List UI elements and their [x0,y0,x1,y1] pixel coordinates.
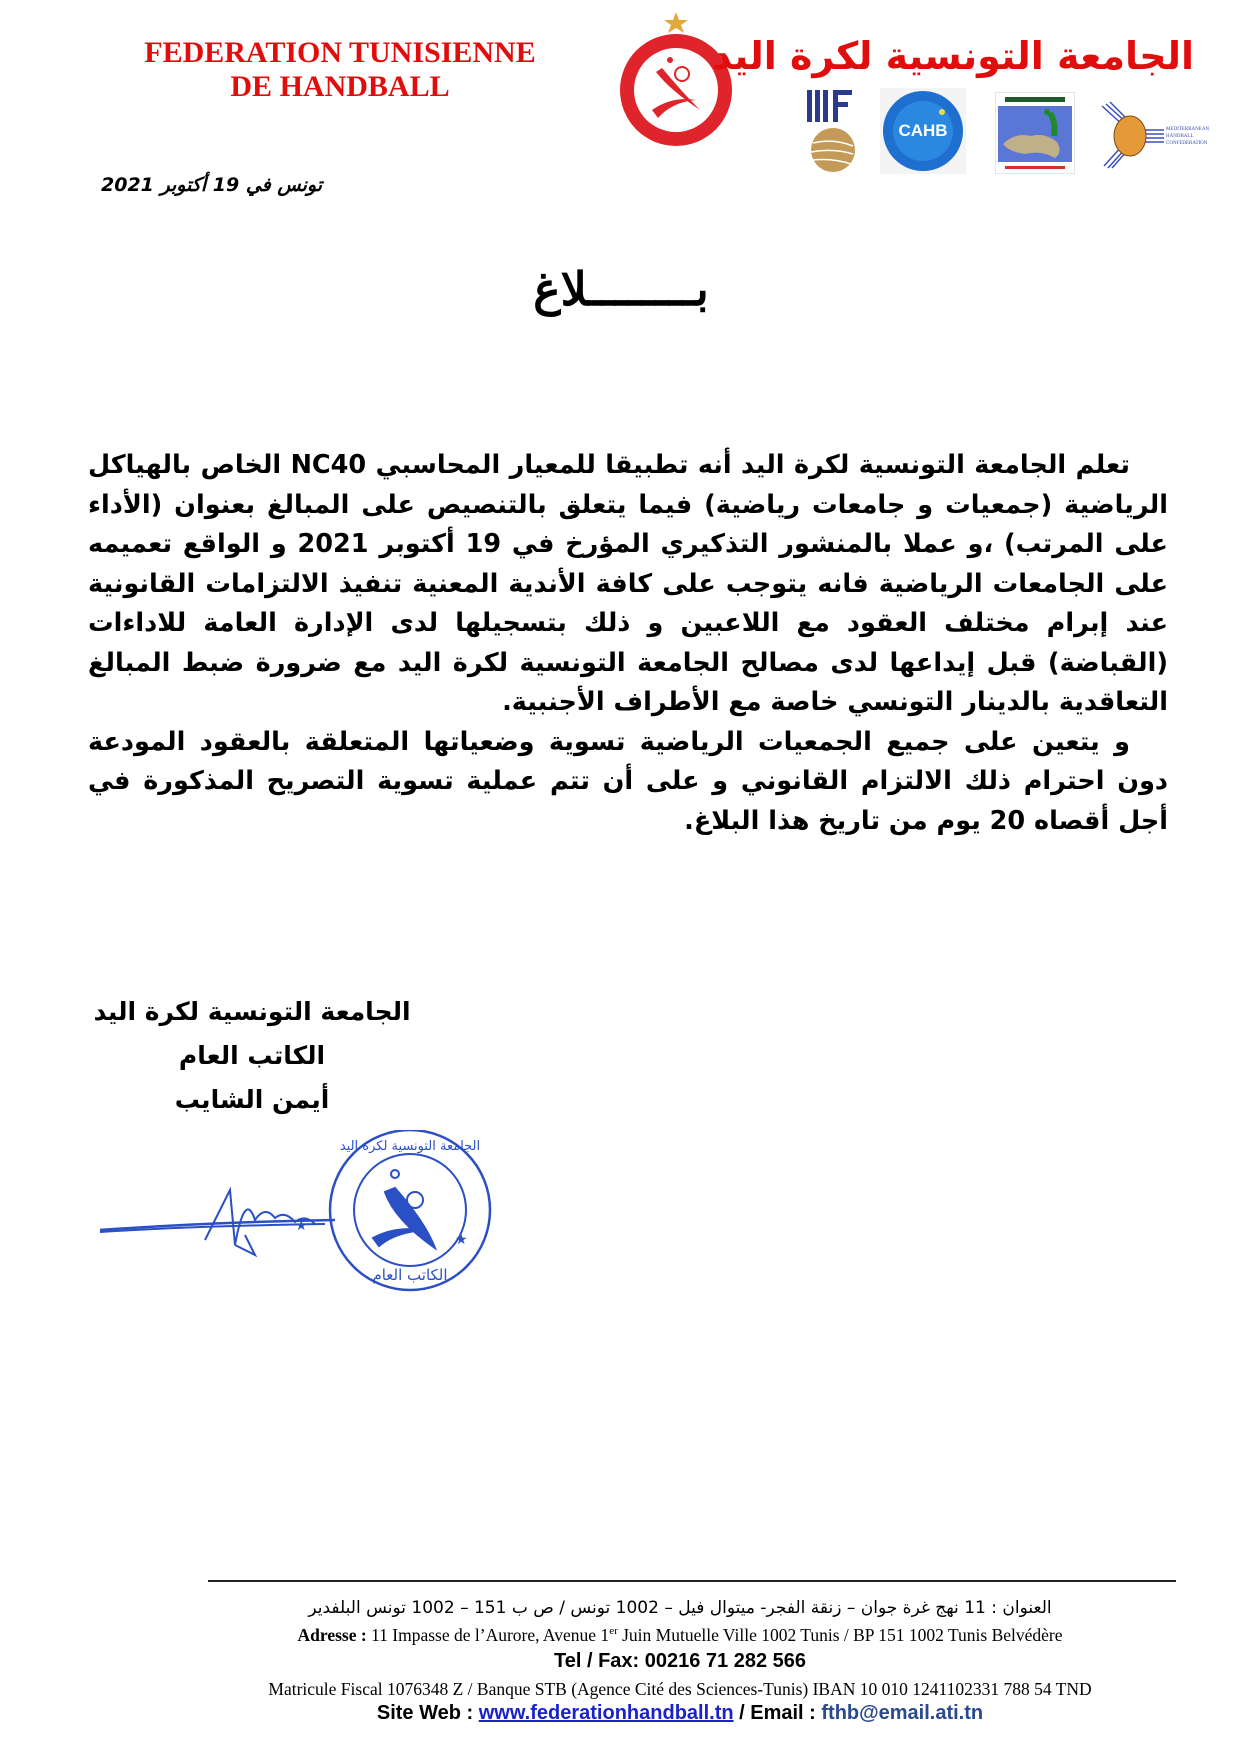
signature-role: الكاتب العام [178,1041,326,1070]
cahb-logo-text: CAHB [898,121,948,140]
header-title-fr [110,36,570,104]
footer-address-label: Adresse : [297,1625,367,1645]
stamp-text-bottom: الكاتب العام [372,1266,448,1284]
footer-address-sup: er [609,1625,618,1638]
mhc-text-1: MEDITERRANEAN [1166,127,1210,132]
arab-handball-federation-logo-icon [995,92,1075,174]
website-link[interactable]: www.federationhandball.tn [478,1702,734,1724]
federation-logo-icon [612,10,740,150]
footer-address-part1: 11 Impasse de l’Aurore, Avenue 1 [366,1625,610,1645]
footer-address-part2: Juin Mutuelle Ville 1002 Tunis / BP 151 1002 Tunis Belvédère [617,1625,1063,1645]
stamp-text-top: الجامعة التونسية لكرة اليد [339,1139,481,1154]
header-title-fr-line2: DE HANDBALL [230,70,450,103]
signature-organization: الجامعة التونسية لكرة اليد [93,997,411,1026]
footer-email-label: / Email : [733,1702,822,1724]
footer-web-label: Site Web : [376,1702,479,1724]
header-title-fr-line1: FEDERATION TUNISIENNE [144,36,536,69]
mhc-text-2: HANDBALL [1166,134,1194,139]
cahb-logo-icon [880,88,966,174]
footer-address-fr [180,1625,1180,1646]
mhc-text-3: CONFEDERATION [1166,141,1208,146]
footer-fiscal-bank: Matricule Fiscal 1076348 Z / Banque STB (Agence Cité des Sciences-Tunis) IBAN 10 010 1241102331 788 54 TND [268,1679,1092,1699]
body-paragraph-1: تعلم الجامعة التونسية لكرة اليد أنه تطبيقا للمعيار المحاسبي NC40 الخاص بالهياكل الرياضية (جمعيات و جامعات رياضية) فيما يتعلق بالتنصيص على المبالغ بعنوان (الأداء على المرتب) ،و عملا بالمنشور التذكيري المؤرخ في 19 أكتوبر 2021 و الواقع تعميمه على الجامعات الرياضية فانه يتوجب على كافة الأندية المعنية تنفيذ الالتزامات القانونية عند إبرام مختلف العقود مع اللاعبين و ذلك بتسجيلها لدى الإدارة العامة للاداءات (القباضة) قبل إيداعها لدى مصالح الجامعة التونسية لكرة اليد مع ضرورة ضبط المبالغ التعاقدية بالدينار التونسي خاصة مع الأطراف الأجنبية. [88,450,1168,717]
stamp-star-left: ★ [295,1219,308,1234]
stamp-star-right: ★ [455,1233,468,1248]
footer-tel-fax: Tel / Fax: 00216 71 282 566 [553,1650,807,1672]
email-link[interactable]: fthb@email.ati.tn [821,1702,984,1724]
signature-name: أيمن الشايب [174,1085,330,1114]
footer-address-ar: العنوان : 11 نهج غرة جوان – زنقة الفجر- ميتوال فيل – 1002 تونس / ص ب 151 – 1002 تونس البلفدير [308,1598,1052,1618]
official-stamp-and-signature-icon [95,1130,495,1315]
footer-divider [208,1580,1176,1582]
body-paragraph-2: و يتعين على جميع الجمعيات الرياضية تسوية وضعياتها المتعلقة بالعقود المودعة دون احترام ذلك الالتزام القانوني و على أن تتم عملية تسوية التصريح المذكورة في أجل أقصاه 20 يوم من تاريخ هذا البلاغ. [88,726,1168,836]
header-title-ar: الجامعة التونسية لكرة اليد [712,34,1194,78]
signature-block [62,990,442,1122]
document-body [88,446,1168,841]
document-title: بــــــــلاغ [533,262,709,316]
document-date: تونس في 19 أكتوبر 2021 [101,174,322,196]
ihf-logo-icon [805,88,855,174]
footer-web-email [180,1702,1180,1725]
mediterranean-handball-confederation-logo-icon [1098,100,1223,170]
